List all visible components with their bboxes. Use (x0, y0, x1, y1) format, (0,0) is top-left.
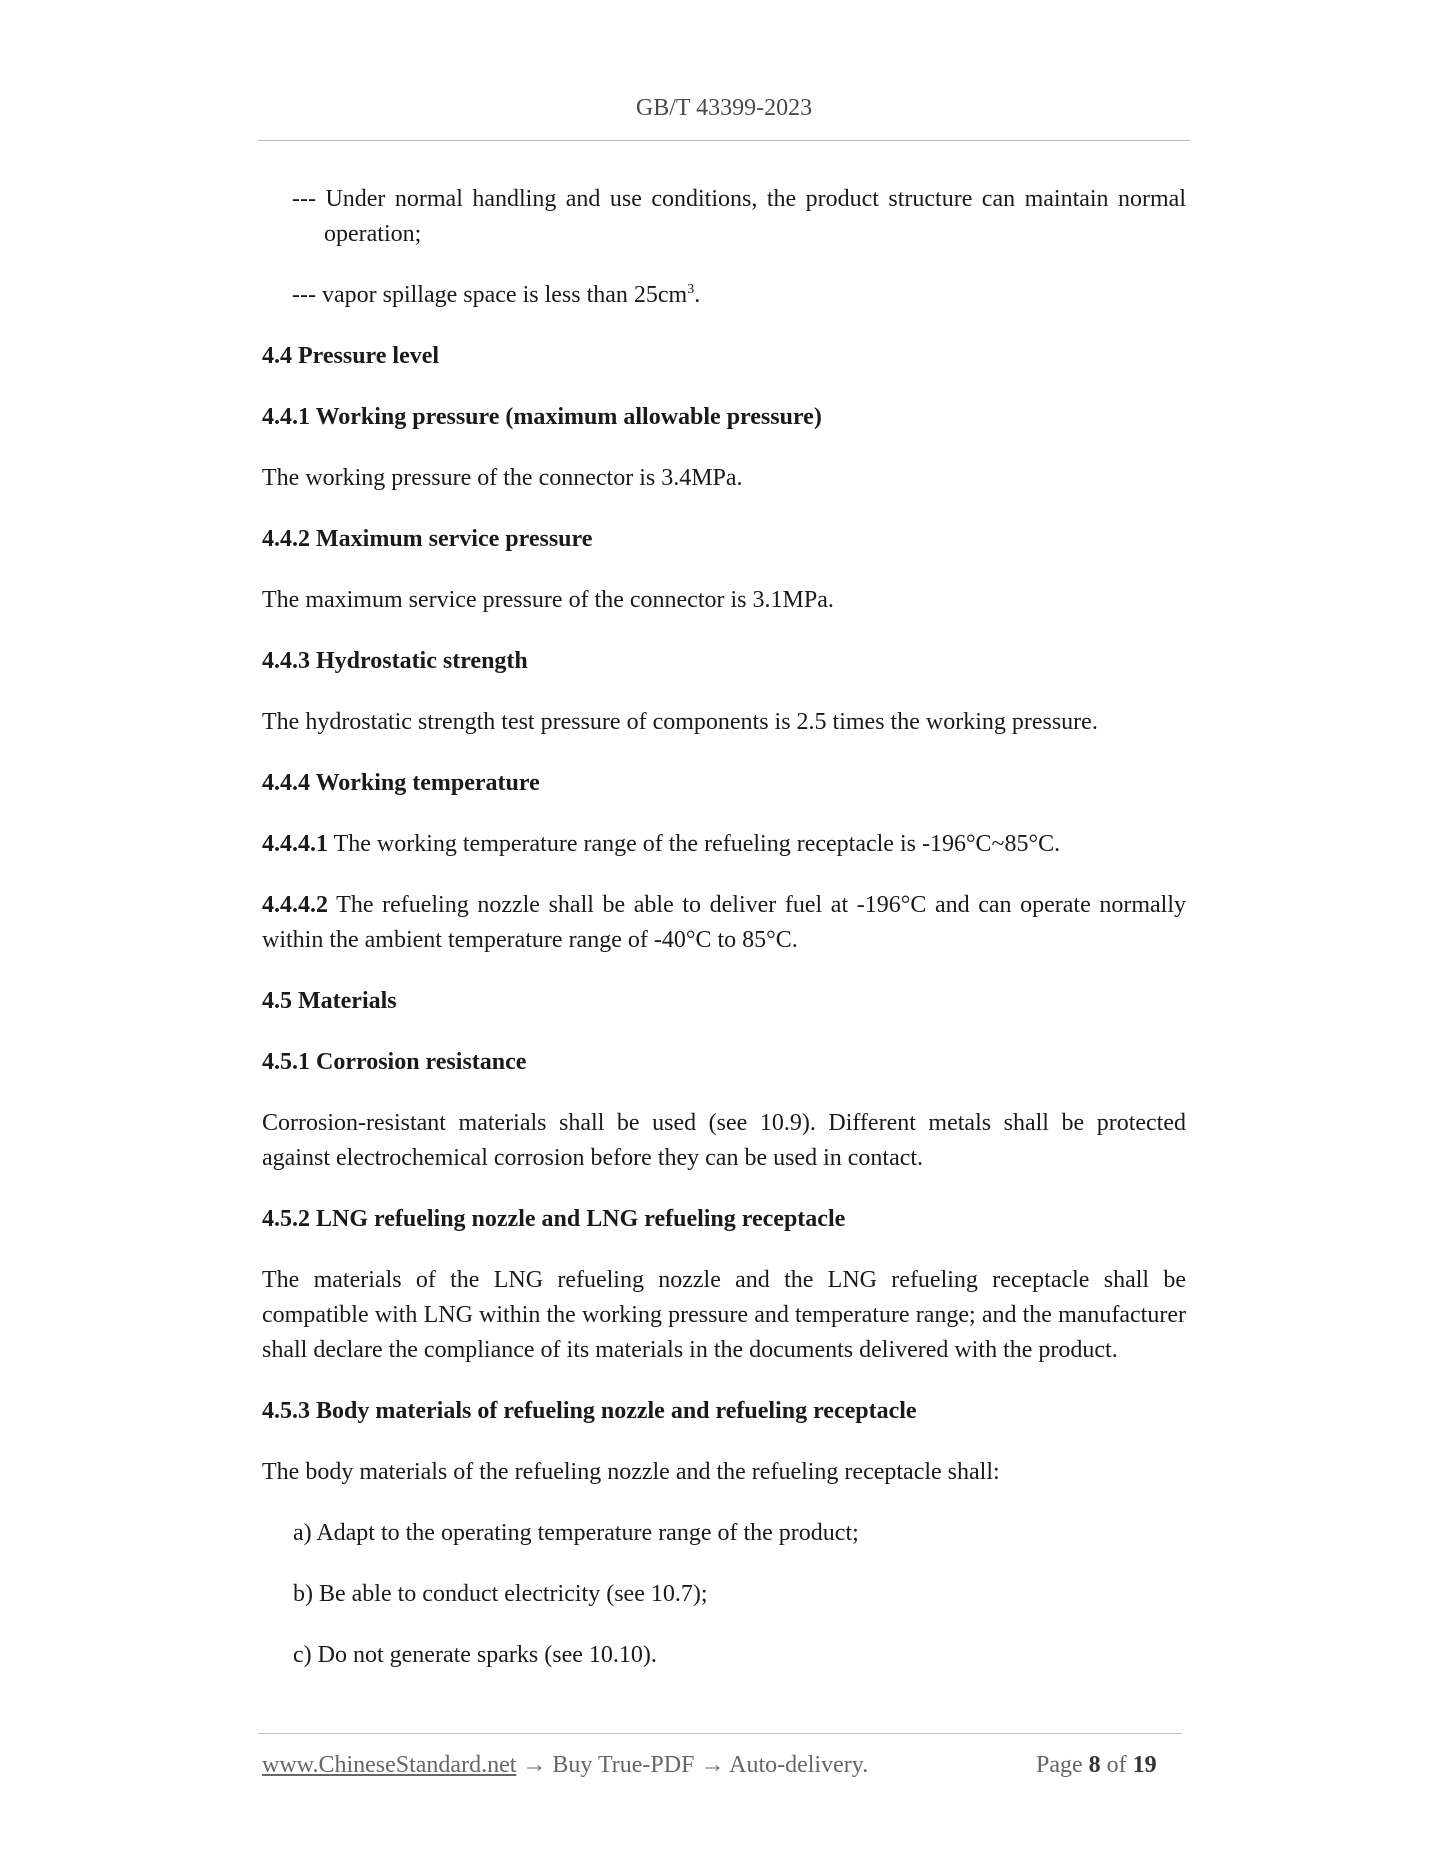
section-heading-4-5-3: 4.5.3 Body materials of refueling nozzle and refueling receptacle (262, 1398, 917, 1424)
document-id-header: GB/T 43399-2023 (635, 95, 813, 121)
clause-text: The refueling nozzle shall be able to deliver fuel at -196°C and can operate normally within the ambient temperature range of -40°C to 85°C. (262, 892, 1186, 953)
page-label: Page (1036, 1752, 1089, 1778)
dash-item-end: . (694, 282, 701, 308)
paragraph-4-4-1: The working pressure of the connector is 3.4MPa. (262, 465, 743, 491)
superscript: 3 (687, 282, 695, 297)
website-link[interactable]: www.ChineseStandard.net (262, 1752, 517, 1778)
paragraph-4-5-2: The materials of the LNG refueling nozzle and the LNG refueling receptacle shall be compatible with LNG within the working pressure and temperature range; and the manufacturer shall declare the compliance of its materials in the documents delivered with the product. (262, 1267, 1186, 1363)
paragraph-4-5-1: Corrosion-resistant materials shall be used (see 10.9). Different metals shall be protected against electrochemical corrosion before they can be used in contact. (262, 1110, 1186, 1171)
clause-number: 4.4.4.2 (262, 892, 328, 918)
section-heading-4-4-2: 4.4.2 Maximum service pressure (262, 526, 593, 552)
footer-divider (258, 1733, 1182, 1734)
paragraph-4-5-3: The body materials of the refueling nozzle and the refueling receptacle shall: (262, 1459, 1000, 1485)
list-item-a: a) Adapt to the operating temperature range of the product; (293, 1520, 859, 1546)
of-label: of (1100, 1752, 1133, 1778)
section-heading-4-4-4: 4.4.4 Working temperature (262, 770, 540, 796)
section-heading-4-5-2: 4.5.2 LNG refueling nozzle and LNG refueling receptacle (262, 1206, 846, 1232)
dash-item-vapor-spillage (262, 278, 1186, 313)
clause-4-4-4-2 (262, 888, 1186, 958)
footer-promo (262, 1752, 868, 1779)
list-item-b: b) Be able to conduct electricity (see 10.7); (293, 1581, 708, 1607)
paragraph-4-4-2: The maximum service pressure of the connector is 3.1MPa. (262, 587, 834, 613)
dash-item-text: --- vapor spillage space is less than 25cm (292, 282, 688, 308)
section-heading-4-4: 4.4 Pressure level (262, 343, 440, 369)
clause-number: 4.4.4.1 (262, 831, 328, 857)
footer-tagline: → Buy True-PDF → Auto-delivery. (516, 1752, 869, 1778)
page-indicator (1036, 1752, 1157, 1779)
paragraph-4-4-3: The hydrostatic strength test pressure of components is 2.5 times the working pressure. (262, 709, 1098, 735)
section-heading-4-5-1: 4.5.1 Corrosion resistance (262, 1049, 527, 1075)
list-item-c: c) Do not generate sparks (see 10.10). (293, 1642, 657, 1668)
document-body (262, 182, 1186, 1699)
section-heading-4-4-1: 4.4.1 Working pressure (maximum allowable pressure) (262, 404, 822, 430)
header-divider (258, 140, 1190, 141)
dash-item-structure: --- Under normal handling and use conditions, the product structure can maintain normal operation; (292, 186, 1186, 247)
current-page-number: 8 (1088, 1752, 1101, 1778)
section-heading-4-5: 4.5 Materials (262, 988, 397, 1014)
clause-4-4-4-1 (262, 827, 1186, 862)
clause-text: The working temperature range of the refueling receptacle is -196°C~85°C. (328, 831, 1061, 857)
section-heading-4-4-3: 4.4.3 Hydrostatic strength (262, 648, 528, 674)
total-page-count: 19 (1132, 1752, 1157, 1778)
